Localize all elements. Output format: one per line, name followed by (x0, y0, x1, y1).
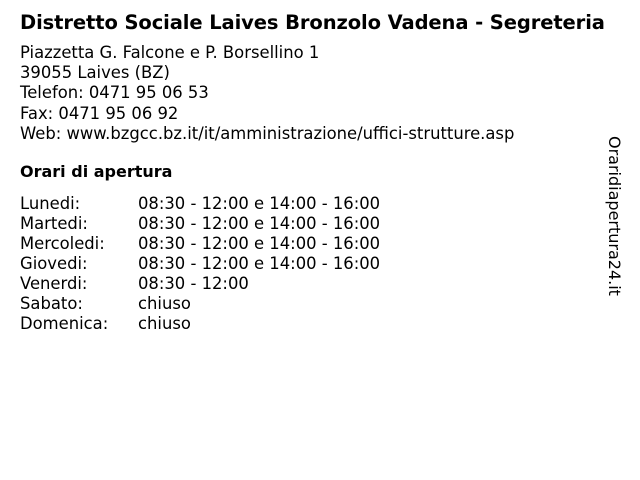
office-title: Distretto Sociale Laives Bronzolo Vadena - Segreteria (20, 11, 605, 34)
hours-row-sunday (20, 314, 620, 334)
day-hours: chiuso (138, 294, 191, 314)
day-label: Sabato: (20, 294, 83, 314)
day-hours: 08:30 - 12:00 e 14:00 - 16:00 (138, 194, 381, 214)
hours-row-thursday (20, 254, 620, 274)
city-postal-code: 39055 Laives (BZ) (20, 63, 170, 83)
opening-hours-heading: Orari di apertura (20, 162, 173, 182)
day-hours: chiuso (138, 314, 191, 334)
day-hours: 08:30 - 12:00 e 14:00 - 16:00 (138, 234, 381, 254)
day-label: Lunedi: (20, 194, 81, 214)
hours-row-friday (20, 274, 620, 294)
phone-number: Telefon: 0471 95 06 53 (20, 83, 209, 103)
contact-block (20, 43, 620, 144)
website-text: Web: www.bzgcc.bz.it/it/amministrazione/uffici-strutture.asp (20, 123, 515, 143)
day-hours: 08:30 - 12:00 (138, 274, 249, 294)
day-label: Domenica: (20, 314, 109, 334)
day-hours: 08:30 - 12:00 e 14:00 - 16:00 (138, 214, 381, 234)
hours-row-tuesday (20, 214, 620, 234)
hours-row-saturday (20, 294, 620, 314)
day-label: Giovedi: (20, 254, 88, 274)
hours-row-monday (20, 194, 620, 214)
day-label: Mercoledi: (20, 234, 105, 254)
day-label: Venerdi: (20, 274, 88, 294)
street-address: Piazzetta G. Falcone e P. Borsellino 1 (20, 43, 320, 62)
office-card (20, 10, 620, 334)
day-label: Martedi: (20, 214, 88, 234)
site-watermark: Oraridiapertura24.it (605, 136, 624, 296)
hours-row-wednesday (20, 234, 620, 254)
day-hours: 08:30 - 12:00 e 14:00 - 16:00 (138, 254, 381, 274)
opening-hours-list (20, 194, 620, 334)
fax-number: Fax: 0471 95 06 92 (20, 103, 179, 123)
